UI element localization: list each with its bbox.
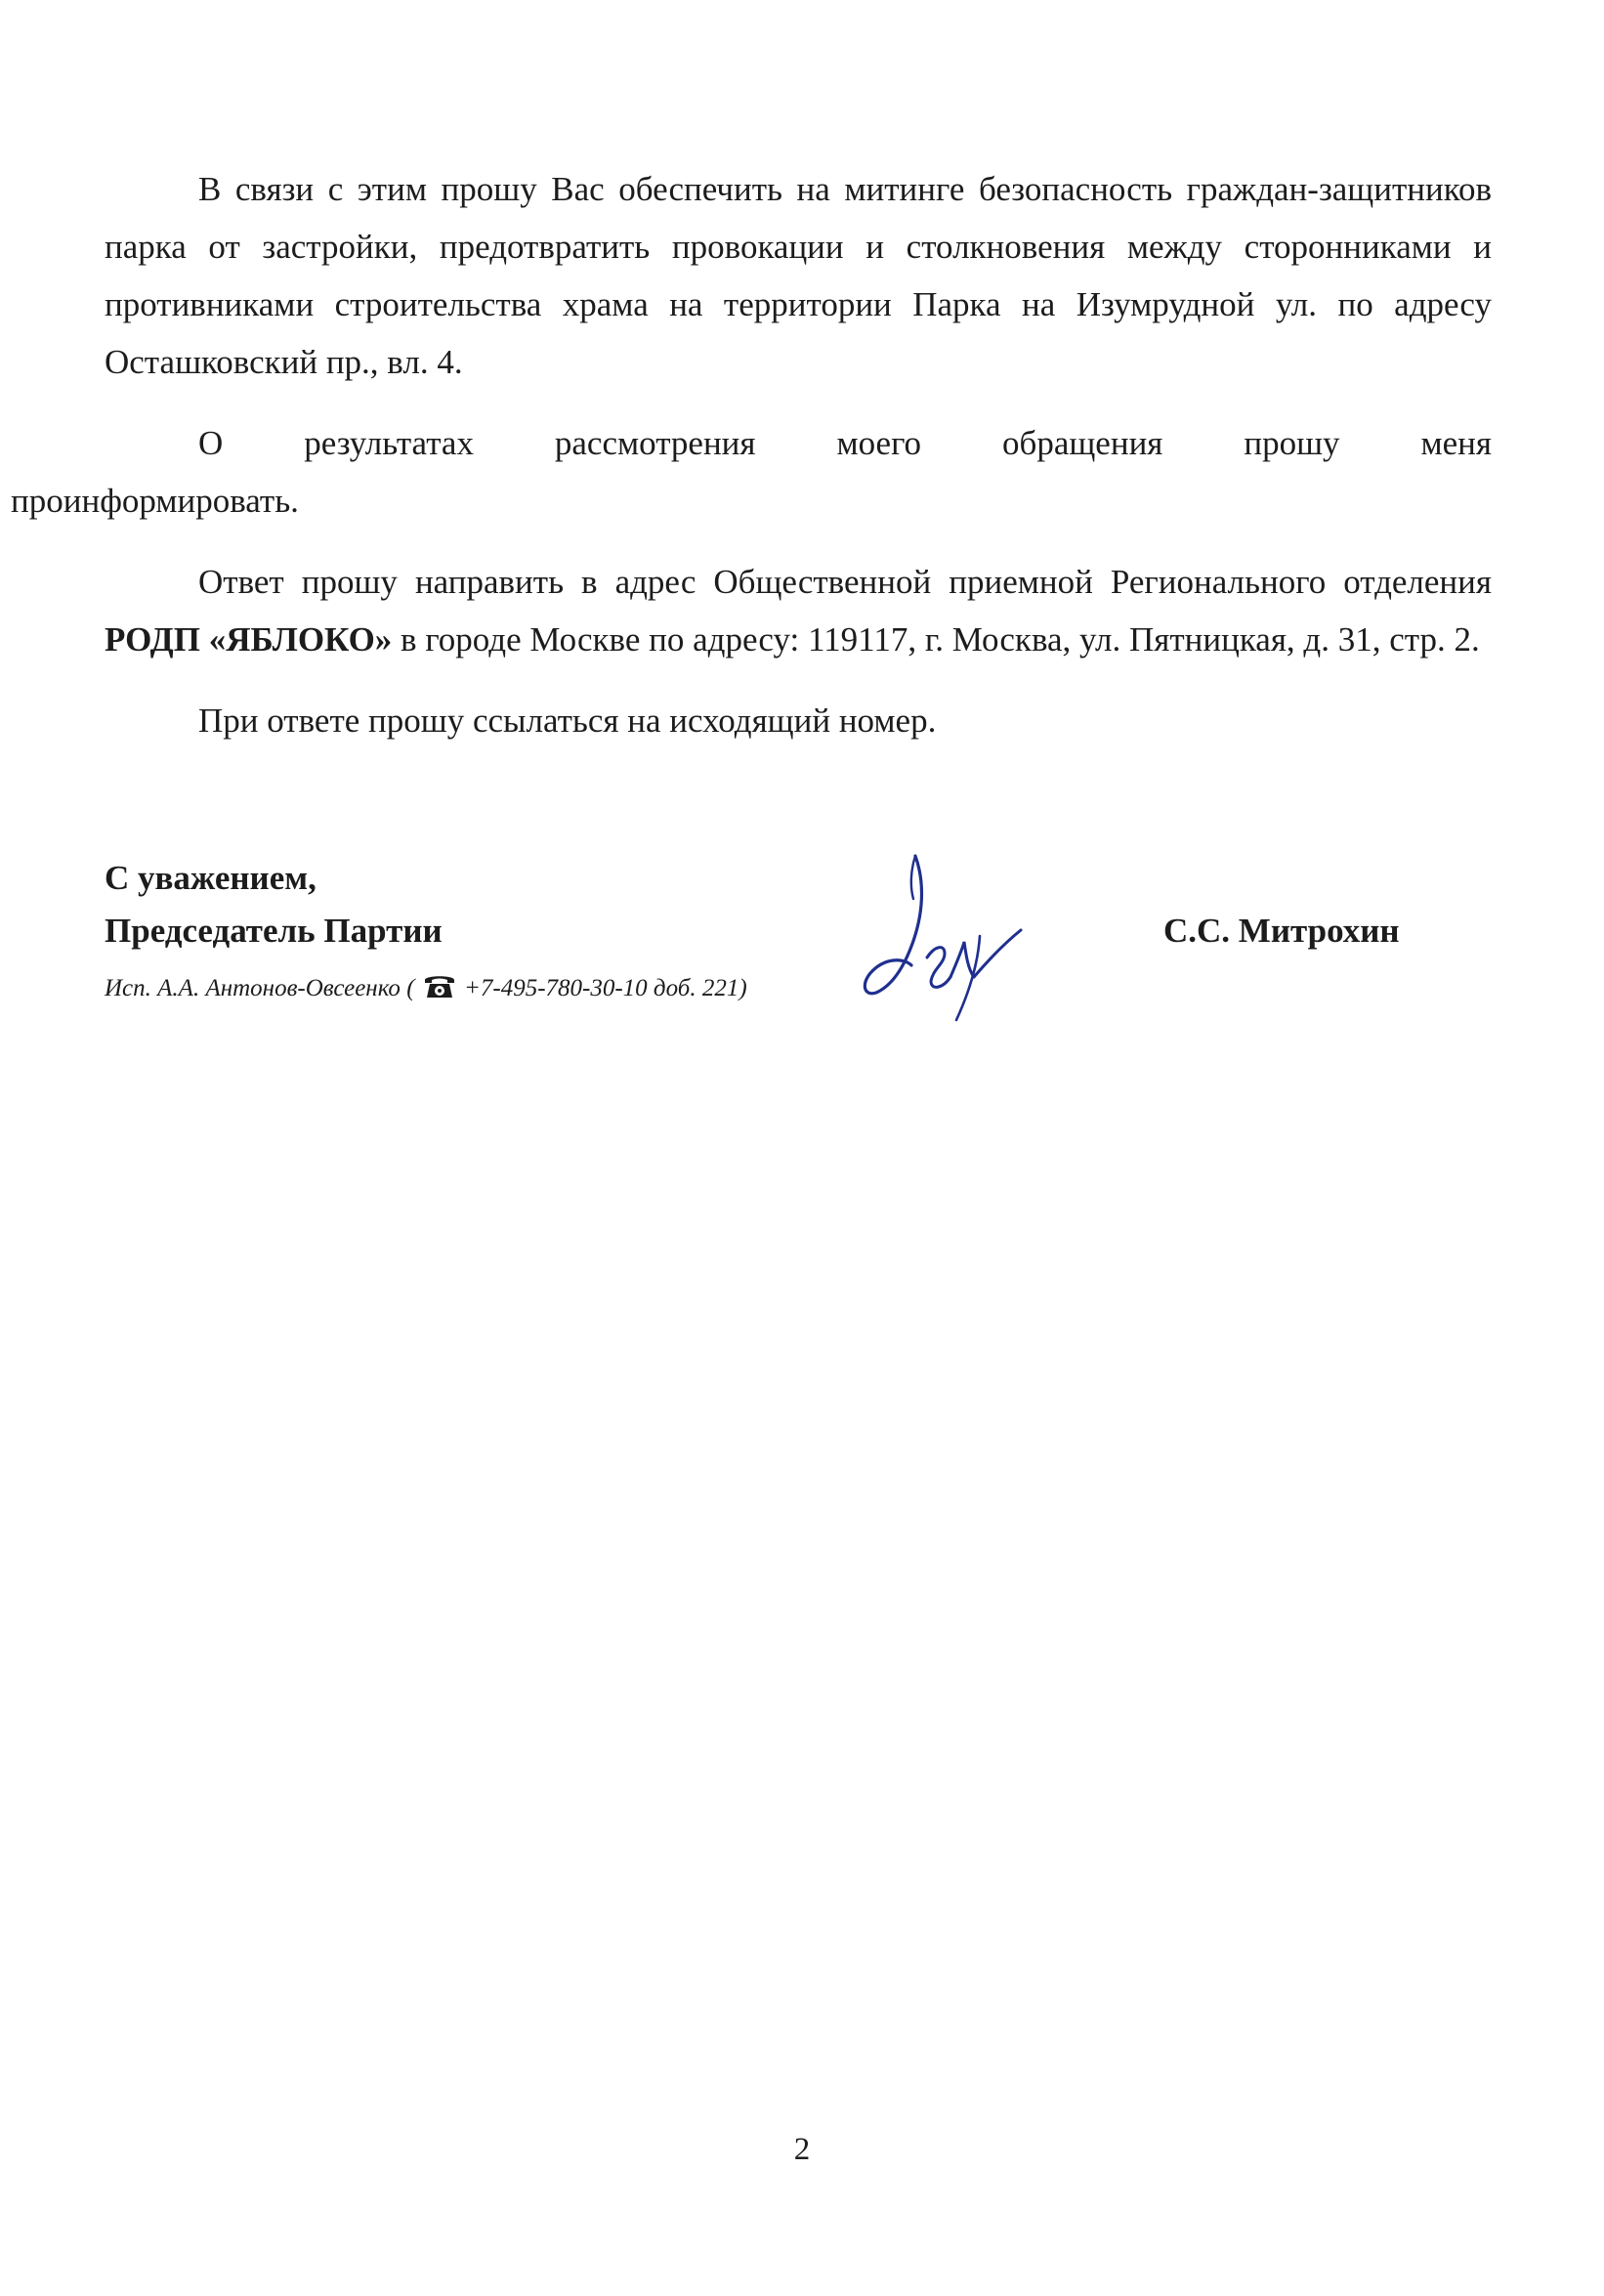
signature-block <box>105 852 443 957</box>
paragraph-inform-request <box>11 414 1492 530</box>
paragraph-inform-line-2: проинформировать. <box>11 482 299 520</box>
executor-phone: +7-495-780-30-10 доб. 221) <box>464 975 747 1001</box>
paragraph-reply-address <box>105 553 1492 668</box>
letter-body <box>11 160 1492 773</box>
party-name: РОДП «ЯБЛОКО» <box>105 620 393 659</box>
paragraph-reference-number: При ответе прошу ссылаться на исходящий номер. <box>198 702 937 740</box>
telephone-icon <box>423 972 456 1008</box>
closing-phrase: С уважением, <box>105 859 317 897</box>
executor-contact <box>105 972 747 1008</box>
reply-address-text-start: Ответ прошу направить в адрес Общественной приемной Регионального отделения <box>198 563 1492 601</box>
reply-address-text-end: в городе Москве по адресу: 119117, г. Москва, ул. Пятницкая, д. 31, стр. 2. <box>392 620 1480 659</box>
signer-position: Председатель Партии <box>105 912 443 950</box>
handwritten-signature <box>855 848 1040 1024</box>
signer-name: С.С. Митрохин <box>1163 912 1400 950</box>
paragraph-inform-line-1: О результатах рассмотрения моего обращения прошу меня <box>198 424 1492 462</box>
page-number: 2 <box>793 2132 811 2167</box>
executor-open-paren: ( <box>406 975 415 1001</box>
executor-name: Исп. А.А. Антонов-Овсеенко <box>105 975 401 1001</box>
paragraph-security-request: В связи с этим прошу Вас обеспечить на митинге безопасность граждан-защитников парка от застройки, предотвратить провокации и столкновения между сторонниками и противниками строительства храма на территории Парка на Изумрудной ул. по адресу Осташковский пр., вл. 4. <box>105 170 1492 381</box>
